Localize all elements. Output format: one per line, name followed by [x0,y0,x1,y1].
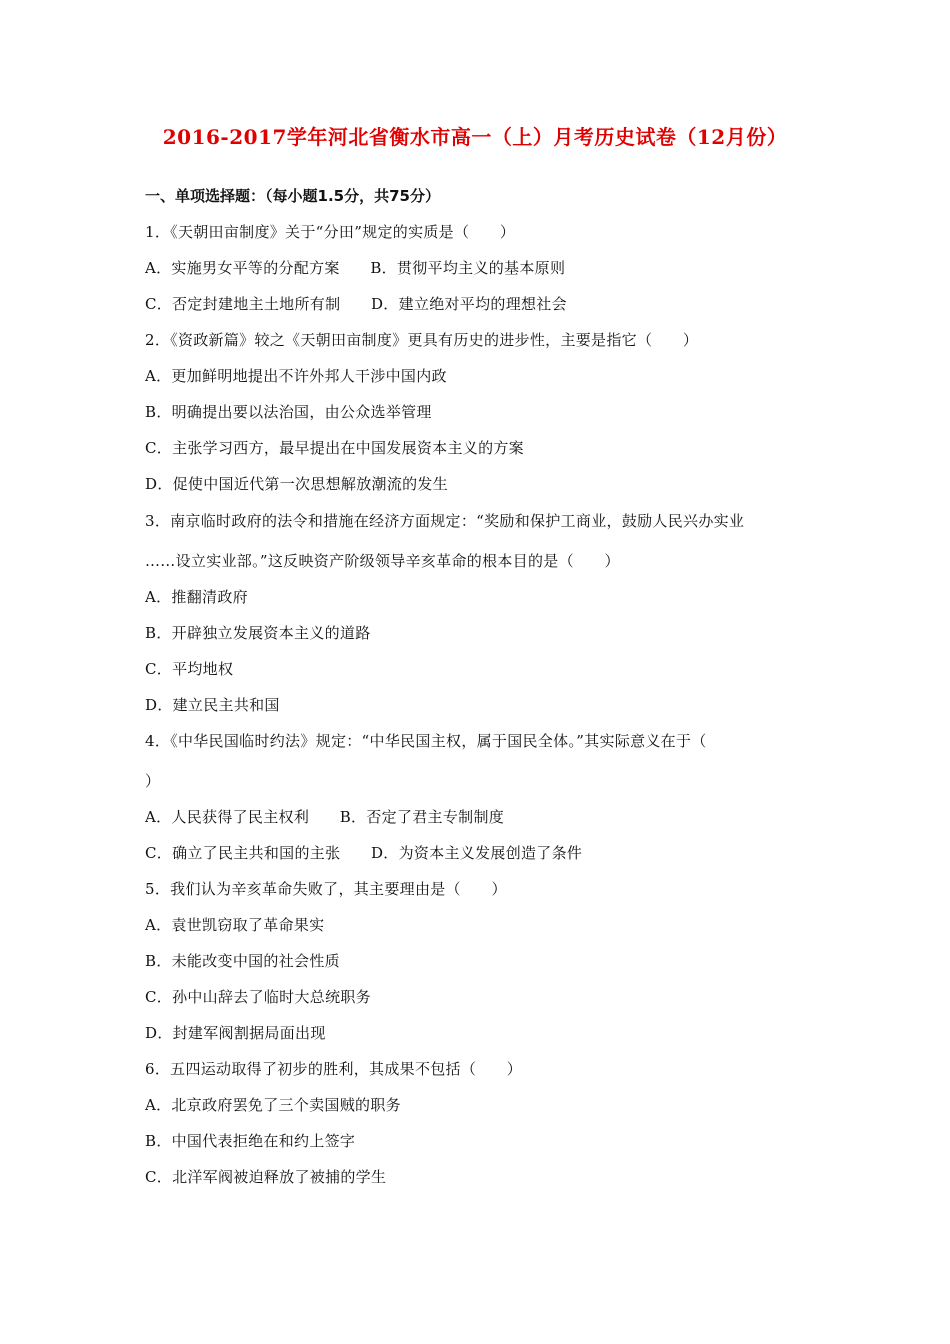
section-heading: 一、单项选择题：（每小题1.5分，共75分） [145,187,440,205]
question-1-stem: 1．《天朝田亩制度》关于“分田”规定的实质是（ ） [145,223,516,241]
question-3-option-a: A．推翻清政府 [145,588,248,606]
question-6-option-b: B．中国代表拒绝在和约上签字 [145,1132,356,1150]
question-3-option-c: C．平均地权 [145,660,234,678]
question-1-options-cd: C．否定封建地主土地所有制 D．建立绝对平均的理想社会 [145,295,567,313]
question-3-option-d: D．建立民主共和国 [145,696,280,714]
question-4-stem: 4．《中华民国临时约法》规定：“中华民国主权，属于国民全体。”其实际意义在于（ [145,732,707,750]
question-5-stem: 5．我们认为辛亥革命失败了，其主要理由是（ ） [145,880,507,898]
question-5-option-b: B．未能改变中国的社会性质 [145,952,340,970]
question-3-option-b: B．开辟独立发展资本主义的道路 [145,624,371,642]
question-3-stem: 3．南京临时政府的法令和措施在经济方面规定：“奖励和保护工商业，鼓励人民兴办实业 [145,512,745,530]
question-5-option-c: C．孙中山辞去了临时大总统职务 [145,988,371,1006]
question-6-stem: 6．五四运动取得了初步的胜利，其成果不包括（ ） [145,1060,523,1078]
question-2-option-a: A．更加鲜明地提出不许外邦人干涉中国内政 [145,367,447,385]
question-2-option-d: D．促使中国近代第一次思想解放潮流的发生 [145,475,449,493]
question-2-option-b: B．明确提出要以法治国，由公众选举管理 [145,403,432,421]
question-4-stem-continued: ） [145,772,161,790]
question-1-options-ab: A．实施男女平等的分配方案 B．贯彻平均主义的基本原则 [145,259,566,277]
question-6-option-a: A．北京政府罢免了三个卖国贼的职务 [145,1096,401,1114]
question-2-stem: 2．《资政新篇》较之《天朝田亩制度》更具有历史的进步性，主要是指它（ ） [145,331,699,349]
question-6-option-c: C．北洋军阀被迫释放了被捕的学生 [145,1168,387,1186]
question-4-options-ab: A．人民获得了民主权利 B．否定了君主专制制度 [145,808,505,826]
question-2-option-c: C．主张学习西方，最早提出在中国发展资本主义的方案 [145,439,524,457]
question-5-option-a: A．袁世凯窃取了革命果实 [145,916,325,934]
exam-title: 2016-2017学年河北省衡水市高一（上）月考历史试卷（12月份） [162,125,788,149]
question-3-stem-continued: ……设立实业部。”这反映资产阶级领导辛亥革命的根本目的是（ ） [145,552,620,570]
question-4-options-cd: C．确立了民主共和国的主张 D．为资本主义发展创造了条件 [145,844,583,862]
question-5-option-d: D．封建军阀割据局面出现 [145,1024,326,1042]
